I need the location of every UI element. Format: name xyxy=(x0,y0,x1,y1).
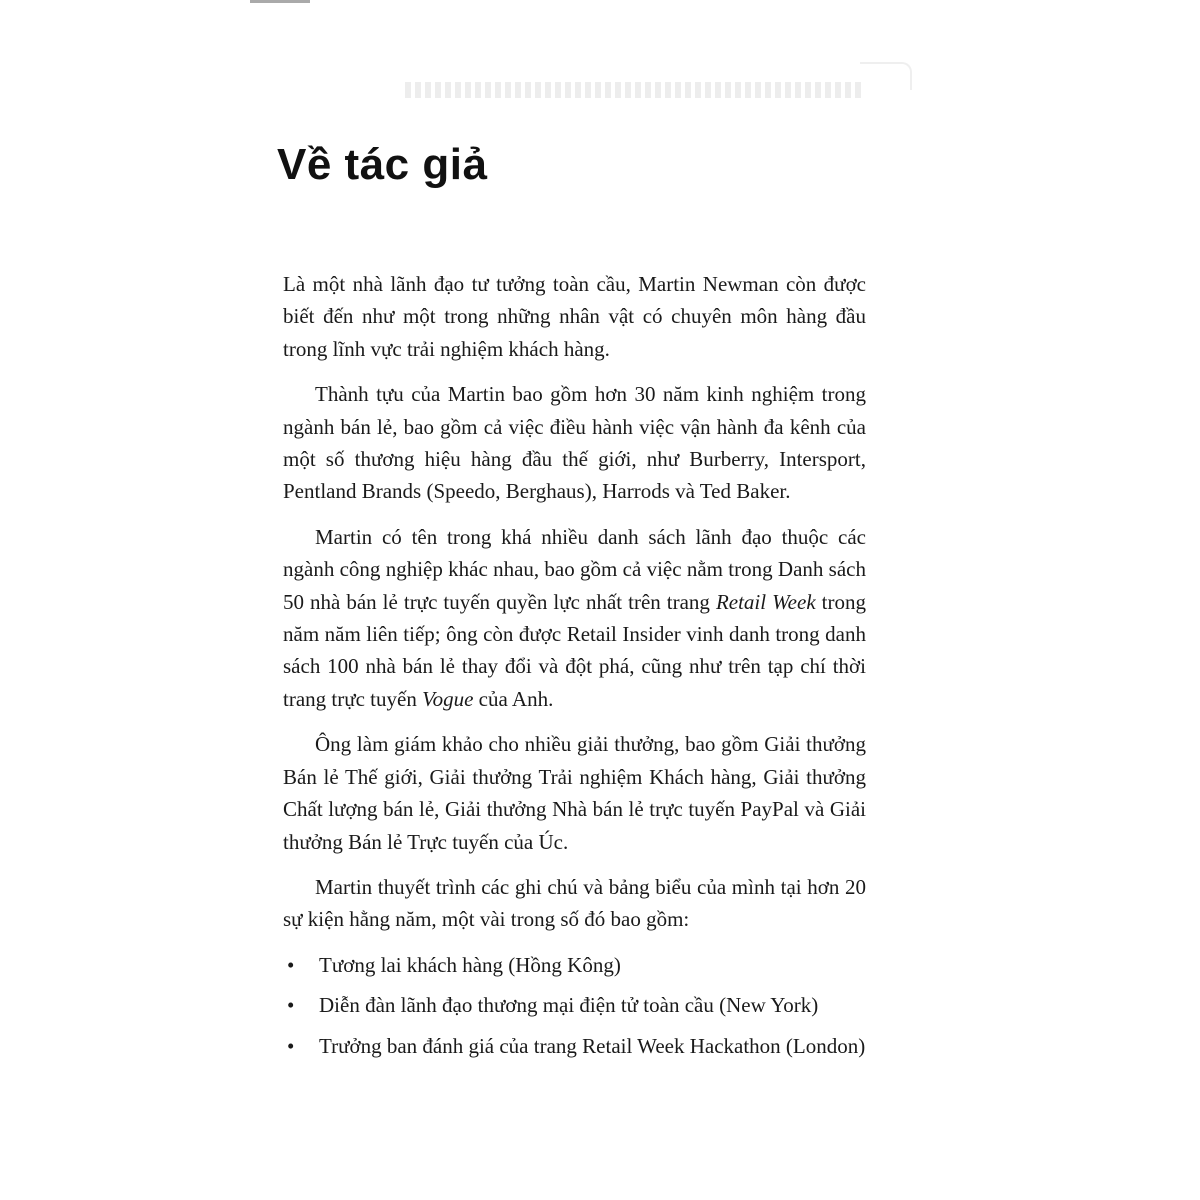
list-item-text: Diễn đàn lãnh đạo thương mại điện tử toàn cầu (New York) xyxy=(319,993,819,1018)
paragraph-judging: Ông làm giám khảo cho nhiều giải thưởng, bao gồm Giải thưởng Bán lẻ Thế giới, Giải thưởng Trải nghiệm Khách hàng, Giải thưởng Chất lượng bán lẻ, Giải thưởng Nhà bán lẻ trực tuyến PayPal và Giải thưởng Bán lẻ Trực tuyến của Úc. xyxy=(283,732,866,854)
bullet-icon: • xyxy=(287,993,295,1018)
list-item xyxy=(283,989,866,1021)
page-title: Về tác giả xyxy=(277,140,488,189)
body-text xyxy=(283,268,866,1070)
list-item xyxy=(283,1030,866,1062)
scan-edge-mark xyxy=(250,0,310,3)
events-list xyxy=(283,949,866,1062)
vogue-title: Vogue xyxy=(422,686,474,711)
retail-week-title: Retail Week xyxy=(715,589,816,614)
bullet-icon: • xyxy=(287,1033,295,1058)
paragraph-intro: Là một nhà lãnh đạo tư tưởng toàn cầu, Martin Newman còn được biết đến như một trong những nhân vật có chuyên môn hàng đầu trong lĩnh vực trải nghiệm khách hàng. xyxy=(283,272,866,361)
recognition-text-1: Martin có tên trong khá nhiều danh sách lãnh đạo thuộc các ngành công nghiệp khác nhau, bao gồm cả việc nằm trong Danh sách 50 nhà bán lẻ trực tuyến quyền lực nhất trên trang xyxy=(283,524,866,614)
paragraph-recognition xyxy=(283,521,866,715)
paragraph-achievements: Thành tựu của Martin bao gồm hơn 30 năm kinh nghiệm trong ngành bán lẻ, bao gồm cả việc điều hành việc vận hành đa kênh của một số thương hiệu hàng đầu thế giới, như Burberry, Intersport, Pentland Brands (Speedo, Berghaus), Harrods và Ted Baker. xyxy=(283,382,866,504)
reverse-page-header-rule xyxy=(860,62,912,90)
paragraph-speaking: Martin thuyết trình các ghi chú và bảng biểu của mình tại hơn 20 sự kiện hằng năm, một vài trong số đó bao gồm: xyxy=(283,874,866,932)
recognition-text-2: trong năm năm liên tiếp; ông còn được Retail Insider vinh danh trong danh sách 100 nhà bán lẻ thay đổi và đột phá, cũng như trên tạp chí thời trang trực tuyến xyxy=(283,589,866,711)
list-item xyxy=(283,949,866,981)
recognition-text-3: của Anh. xyxy=(473,686,554,711)
list-item-text: Trưởng ban đánh giá của trang Retail Week Hackathon (London) xyxy=(319,1033,866,1058)
bullet-icon: • xyxy=(287,952,295,977)
reverse-page-header xyxy=(405,82,865,98)
list-item-text: Tương lai khách hàng (Hồng Kông) xyxy=(319,952,621,977)
